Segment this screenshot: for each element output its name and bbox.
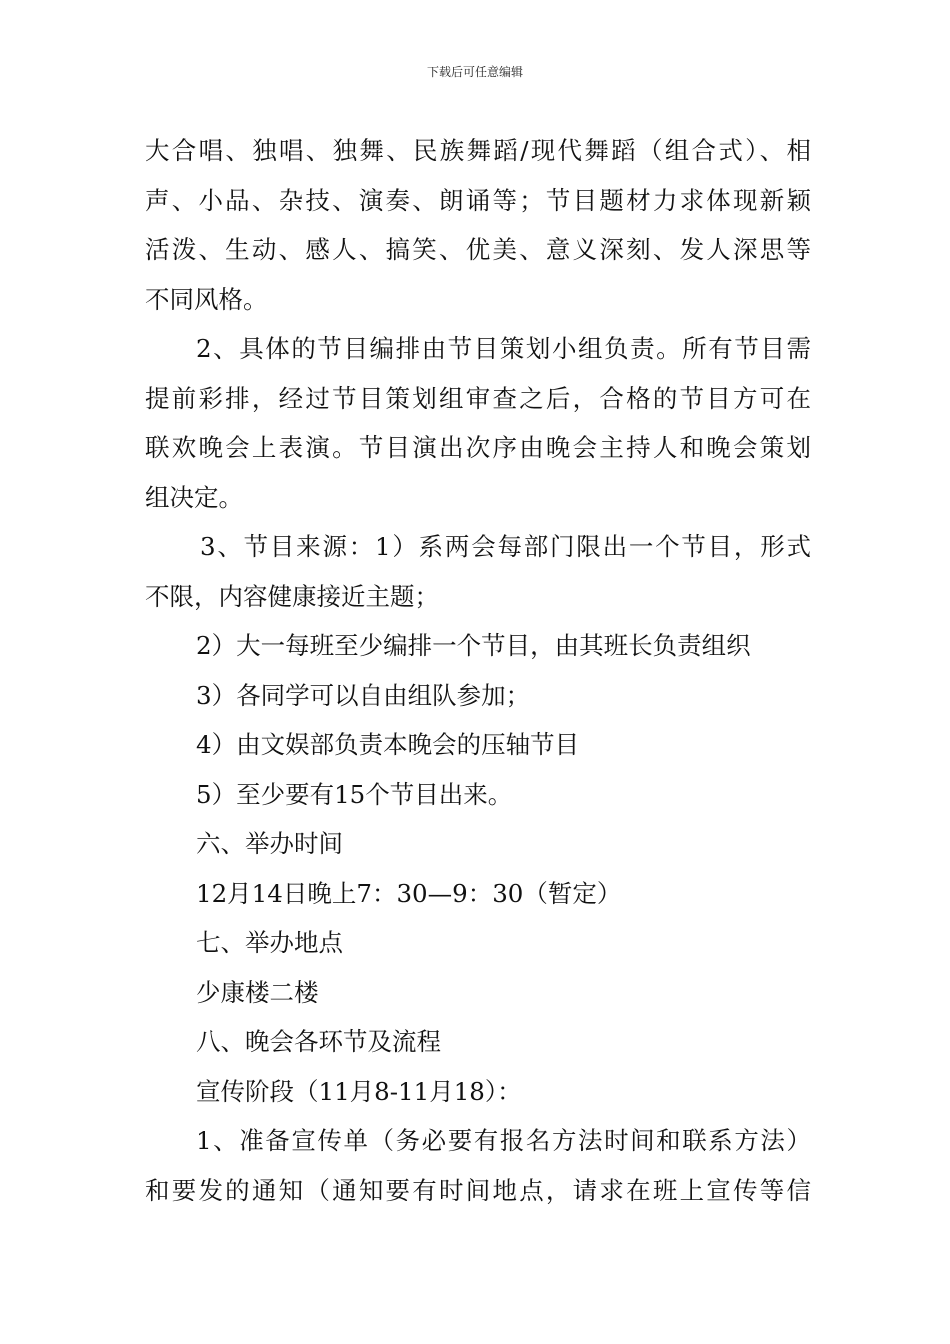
text-line: 声、小品、杂技、演奏、朗诵等；节目题材力求体现新颖 [145, 185, 811, 215]
document-body [145, 126, 811, 1215]
text-line: 3、节目来源：1）系两会每部门限出一个节目，形式 [200, 532, 811, 561]
text-line: 大合唱、独唱、独舞、民族舞蹈/现代舞蹈（组合式）、相 [145, 136, 811, 165]
text-line: 少康楼二楼 [196, 977, 319, 1007]
text-line: 宣传阶段（11月8-11月18）： [196, 1076, 522, 1106]
page-header: 下载后可任意编辑 [426, 65, 523, 79]
text-line: 1、准备宣传单（务必要有报名方法时间和联系方法） [196, 1126, 811, 1155]
section-heading: 六、举办时间 [196, 829, 343, 858]
text-line: 组决定。 [145, 482, 243, 512]
text-line: 3）各同学可以自由组队参加； [196, 680, 531, 710]
text-line: 活泼、生动、感人、搞笑、优美、意义深刻、发人深思等 [145, 235, 811, 264]
text-line: 提前彩排，经过节目策划组审查之后，合格的节目方可在 [145, 383, 811, 413]
text-line: 不限，内容健康接近主题； [145, 581, 439, 611]
text-line: 5）至少要有15个节目出来。 [196, 779, 513, 809]
section-heading: 七、举办地点 [196, 928, 343, 957]
text-line: 4）由文娱部负责本晚会的压轴节目 [196, 730, 580, 759]
text-line: 联欢晚会上表演。节目演出次序由晚会主持人和晚会策划 [145, 433, 811, 462]
text-line: 不同风格。 [145, 284, 268, 314]
text-line: 2）大一每班至少编排一个节目，由其班长负责组织 [196, 631, 751, 660]
text-line: 12月14日晚上7：30—9：30（暂定） [196, 878, 622, 908]
text-line: 和要发的通知（通知要有时间地点，请求在班上宣传等信 [145, 1175, 811, 1205]
section-heading: 八、晚会各环节及流程 [196, 1027, 441, 1056]
text-line: 2、具体的节目编排由节目策划小组负责。所有节目需 [196, 334, 811, 363]
